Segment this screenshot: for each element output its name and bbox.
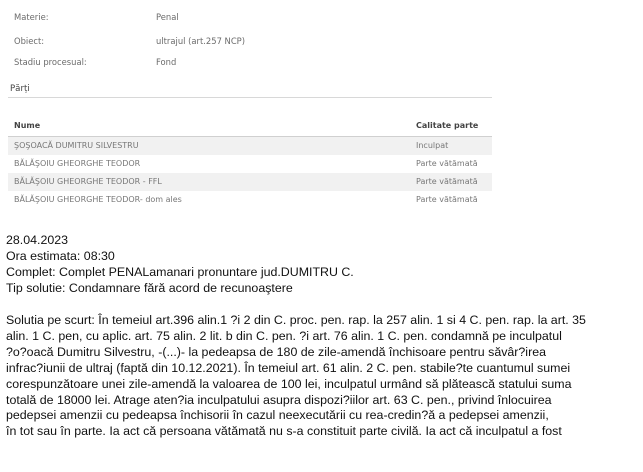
- party-role: Parte vătămată: [416, 195, 478, 204]
- section-divider: [8, 97, 492, 98]
- table-row: [8, 173, 492, 191]
- solution-line: corespunzătoare unei zile-amendă la valoarea de 100 lei, inculpatul urmând să plătească statului suma: [6, 376, 572, 391]
- party-name: BĂLĂŞOIU GHEORGHE TEODOR- dom ales: [14, 195, 182, 204]
- table-row: [8, 155, 492, 173]
- obiect-value: ultrajul (art.257 NCP): [156, 36, 245, 46]
- party-role: Parte vătămată: [416, 159, 478, 168]
- solution-line: infrac?iunii de ultraj (faptă din 10.12.2021). În temeiul art. 61 alin. 2 C. pen. stabile?te cuantumul sumei: [6, 360, 571, 375]
- solution-line: pedepsei amenzii cu pedeapsa închisorii în cazul neexecutării cu rea-credin?ă a pedepsei amenzii,: [6, 408, 549, 423]
- party-role: Parte vătămată: [416, 177, 478, 186]
- stadiu-value: Fond: [156, 57, 177, 67]
- stadiu-label: Stadiu procesual:: [14, 57, 87, 67]
- table-row: [8, 191, 492, 209]
- column-header-nume: Nume: [14, 121, 41, 130]
- column-header-calitate: Calitate parte: [416, 121, 479, 130]
- table-row: [8, 137, 492, 155]
- solution-summary: [6, 313, 643, 440]
- materie-value: Penal: [156, 12, 179, 22]
- solution-line: alin. 1 C. pen, cu aplic. art. 75 alin. 2 lit. b din C. pen. ?i art. 76 alin. 1 C. pen. condamnă pe inculpatul: [6, 328, 562, 343]
- solution-line: Solutia pe scurt: În temeiul art.396 alin.1 ?i 2 din C. proc. pen. rap. la 257 alin. 1 si 4 C. pen. rap. la art. 35: [6, 313, 586, 327]
- solution-line: în tot sau în parte. Ia act că persoana vătămată nu s-a constituit parte civilă. Ia act că inculpatul a fost: [6, 424, 562, 439]
- party-role: Inculpat: [416, 141, 449, 150]
- hearing-panel: Complet: Complet PENALamanari pronuntare jud.DUMITRU C.: [6, 264, 354, 279]
- materie-label: Materie:: [14, 12, 49, 22]
- solution-line: totală de 18000 lei. Atrage aten?ia inculpatului asupra dispozi?iilor art. 63 C. pen., privind înlocuirea: [6, 392, 552, 407]
- party-name: ŞOŞOACĂ DUMITRU SILVESTRU: [14, 141, 139, 150]
- obiect-label: Obiect:: [14, 36, 45, 46]
- hearing-details: [6, 233, 354, 297]
- solution-type: Tip solutie: Condamnare fără acord de recunoaştere: [6, 280, 293, 295]
- party-name: BĂLĂŞOIU GHEORGHE TEODOR - FFL: [14, 177, 162, 186]
- table-header: [8, 115, 492, 137]
- solution-line: ?o?oacă Dumitru Silvestru, -(...)- la pedeapsa de 180 de zile-amendă închisoare pentru săvâr?irea: [6, 344, 546, 359]
- hearing-time: Ora estimata: 08:30: [6, 248, 115, 263]
- parties-table: [8, 115, 492, 209]
- hearing-date: 28.04.2023: [6, 233, 69, 247]
- party-name: BĂLĂŞOIU GHEORGHE TEODOR: [14, 159, 141, 168]
- parties-heading: Părți: [10, 84, 30, 94]
